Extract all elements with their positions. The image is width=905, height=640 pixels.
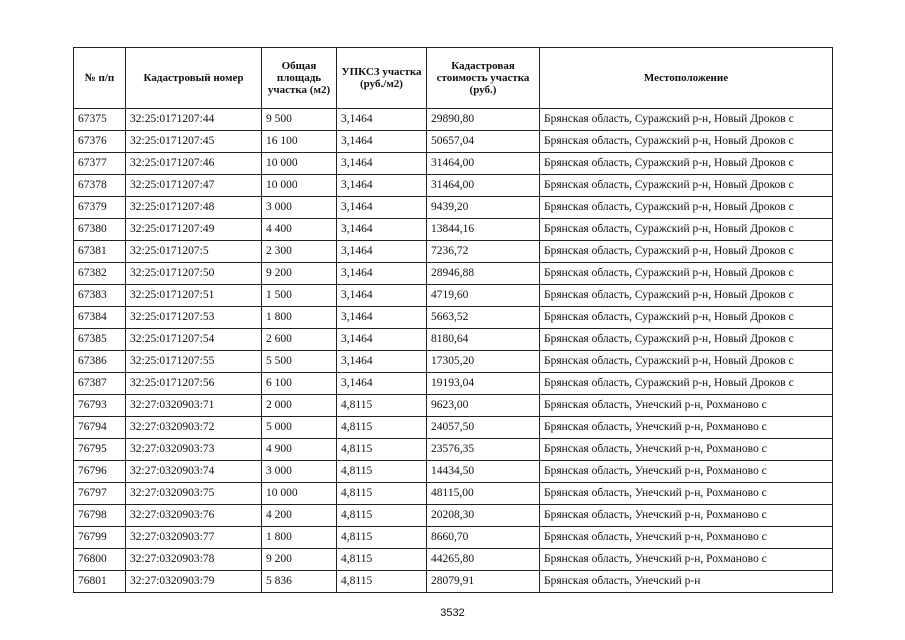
cell-upksz: 4,8115	[337, 439, 427, 461]
cell-upksz: 3,1464	[337, 197, 427, 219]
cell-location: Брянская область, Суражский р-н, Новый Дроков с	[540, 241, 833, 263]
header-location: Местоположение	[540, 48, 833, 109]
cell-cadastral-value: 50657,04	[427, 131, 540, 153]
cell-number: 67381	[74, 241, 126, 263]
cell-cadastral-number: 32:27:0320903:72	[126, 417, 262, 439]
cell-cadastral-number: 32:27:0320903:71	[126, 395, 262, 417]
cell-location: Брянская область, Унечский р-н	[540, 571, 833, 593]
cell-cadastral-value: 7236,72	[427, 241, 540, 263]
cell-cadastral-value: 20208,30	[427, 505, 540, 527]
cell-location: Брянская область, Унечский р-н, Рохманово с	[540, 483, 833, 505]
table-row	[74, 395, 833, 417]
cell-upksz: 3,1464	[337, 285, 427, 307]
cell-area: 4 400	[262, 219, 337, 241]
cell-cadastral-number: 32:25:0171207:54	[126, 329, 262, 351]
cell-upksz: 3,1464	[337, 263, 427, 285]
cell-cadastral-value: 4719,60	[427, 285, 540, 307]
cell-cadastral-value: 44265,80	[427, 549, 540, 571]
cell-cadastral-number: 32:27:0320903:79	[126, 571, 262, 593]
header-area: Общая площадь участка (м2)	[262, 48, 337, 109]
table-header	[74, 48, 833, 109]
cell-number: 67377	[74, 153, 126, 175]
cell-cadastral-value: 48115,00	[427, 483, 540, 505]
cell-number: 67382	[74, 263, 126, 285]
table-body	[74, 109, 833, 593]
cell-area: 5 000	[262, 417, 337, 439]
cell-upksz: 4,8115	[337, 505, 427, 527]
cell-upksz: 4,8115	[337, 549, 427, 571]
cell-location: Брянская область, Унечский р-н, Рохманово с	[540, 395, 833, 417]
cell-number: 76796	[74, 461, 126, 483]
table-row	[74, 329, 833, 351]
cell-location: Брянская область, Суражский р-н, Новый Дроков с	[540, 329, 833, 351]
cell-cadastral-number: 32:25:0171207:55	[126, 351, 262, 373]
cell-area: 1 800	[262, 527, 337, 549]
cell-location: Брянская область, Суражский р-н, Новый Дроков с	[540, 131, 833, 153]
cell-number: 67375	[74, 109, 126, 131]
cell-cadastral-value: 23576,35	[427, 439, 540, 461]
cell-upksz: 3,1464	[337, 175, 427, 197]
cell-cadastral-number: 32:25:0171207:45	[126, 131, 262, 153]
cell-location: Брянская область, Унечский р-н, Рохманово с	[540, 527, 833, 549]
cell-area: 2 000	[262, 395, 337, 417]
cell-number: 67385	[74, 329, 126, 351]
cell-cadastral-value: 14434,50	[427, 461, 540, 483]
page-number: 3532	[440, 607, 465, 619]
header-row	[74, 48, 833, 109]
cell-cadastral-number: 32:25:0171207:50	[126, 263, 262, 285]
cell-number: 76800	[74, 549, 126, 571]
cell-cadastral-value: 28946,88	[427, 263, 540, 285]
cell-cadastral-number: 32:25:0171207:47	[126, 175, 262, 197]
table-row	[74, 439, 833, 461]
table-row	[74, 241, 833, 263]
cell-cadastral-value: 8660,70	[427, 527, 540, 549]
cell-location: Брянская область, Суражский р-н, Новый Дроков с	[540, 285, 833, 307]
cell-cadastral-value: 29890,80	[427, 109, 540, 131]
cell-location: Брянская область, Суражский р-н, Новый Дроков с	[540, 153, 833, 175]
cell-cadastral-value: 8180,64	[427, 329, 540, 351]
cell-cadastral-number: 32:27:0320903:75	[126, 483, 262, 505]
table-row	[74, 505, 833, 527]
cell-area: 10 000	[262, 153, 337, 175]
cell-upksz: 3,1464	[337, 351, 427, 373]
cell-cadastral-value: 9439,20	[427, 197, 540, 219]
cell-location: Брянская область, Суражский р-н, Новый Дроков с	[540, 307, 833, 329]
cell-upksz: 4,8115	[337, 571, 427, 593]
cell-area: 6 100	[262, 373, 337, 395]
cell-location: Брянская область, Суражский р-н, Новый Дроков с	[540, 175, 833, 197]
cell-cadastral-number: 32:25:0171207:56	[126, 373, 262, 395]
cell-area: 4 200	[262, 505, 337, 527]
cell-number: 76801	[74, 571, 126, 593]
cell-number: 76795	[74, 439, 126, 461]
cell-location: Брянская область, Суражский р-н, Новый Дроков с	[540, 373, 833, 395]
table-row	[74, 131, 833, 153]
cell-number: 76798	[74, 505, 126, 527]
cell-area: 10 000	[262, 483, 337, 505]
cell-cadastral-number: 32:25:0171207:44	[126, 109, 262, 131]
header-upksz: УПКСЗ участка (руб./м2)	[337, 48, 427, 109]
cell-cadastral-value: 19193,04	[427, 373, 540, 395]
cell-cadastral-value: 9623,00	[427, 395, 540, 417]
table-row	[74, 285, 833, 307]
cell-cadastral-value: 31464,00	[427, 175, 540, 197]
cell-location: Брянская область, Суражский р-н, Новый Дроков с	[540, 351, 833, 373]
cell-number: 76794	[74, 417, 126, 439]
cell-location: Брянская область, Унечский р-н, Рохманово с	[540, 461, 833, 483]
table-row	[74, 197, 833, 219]
cell-number: 67376	[74, 131, 126, 153]
table-row	[74, 461, 833, 483]
cell-upksz: 4,8115	[337, 395, 427, 417]
cell-cadastral-value: 24057,50	[427, 417, 540, 439]
cell-area: 2 600	[262, 329, 337, 351]
cell-cadastral-number: 32:27:0320903:73	[126, 439, 262, 461]
cell-upksz: 4,8115	[337, 527, 427, 549]
cell-upksz: 4,8115	[337, 483, 427, 505]
cell-number: 67379	[74, 197, 126, 219]
cell-upksz: 3,1464	[337, 373, 427, 395]
cell-cadastral-value: 28079,91	[427, 571, 540, 593]
cell-cadastral-number: 32:27:0320903:77	[126, 527, 262, 549]
cell-area: 5 500	[262, 351, 337, 373]
cell-area: 4 900	[262, 439, 337, 461]
cell-cadastral-number: 32:25:0171207:48	[126, 197, 262, 219]
header-number: № п/п	[74, 48, 126, 109]
cell-upksz: 3,1464	[337, 307, 427, 329]
cell-number: 76793	[74, 395, 126, 417]
cell-cadastral-value: 13844,16	[427, 219, 540, 241]
table-row	[74, 527, 833, 549]
cell-cadastral-number: 32:27:0320903:74	[126, 461, 262, 483]
cell-cadastral-number: 32:25:0171207:51	[126, 285, 262, 307]
cell-cadastral-number: 32:25:0171207:5	[126, 241, 262, 263]
cell-upksz: 3,1464	[337, 109, 427, 131]
cell-upksz: 4,8115	[337, 417, 427, 439]
cell-area: 9 200	[262, 263, 337, 285]
table-row	[74, 571, 833, 593]
cell-number: 67384	[74, 307, 126, 329]
cell-location: Брянская область, Суражский р-н, Новый Дроков с	[540, 197, 833, 219]
cell-upksz: 4,8115	[337, 461, 427, 483]
cell-area: 9 200	[262, 549, 337, 571]
cell-upksz: 3,1464	[337, 131, 427, 153]
cell-number: 67380	[74, 219, 126, 241]
table-row	[74, 417, 833, 439]
table-row	[74, 351, 833, 373]
header-cadastral-number: Кадастровый номер	[126, 48, 262, 109]
cell-area: 16 100	[262, 131, 337, 153]
cell-cadastral-number: 32:27:0320903:76	[126, 505, 262, 527]
cell-upksz: 3,1464	[337, 241, 427, 263]
table-row	[74, 153, 833, 175]
cell-cadastral-value: 17305,20	[427, 351, 540, 373]
table-row	[74, 373, 833, 395]
table-row	[74, 263, 833, 285]
table-row	[74, 549, 833, 571]
cell-upksz: 3,1464	[337, 329, 427, 351]
cell-area: 3 000	[262, 197, 337, 219]
cell-area: 3 000	[262, 461, 337, 483]
cell-number: 67383	[74, 285, 126, 307]
cell-cadastral-number: 32:25:0171207:49	[126, 219, 262, 241]
cell-cadastral-number: 32:25:0171207:46	[126, 153, 262, 175]
cell-number: 76799	[74, 527, 126, 549]
cell-location: Брянская область, Суражский р-н, Новый Дроков с	[540, 109, 833, 131]
cell-location: Брянская область, Суражский р-н, Новый Дроков с	[540, 219, 833, 241]
cell-location: Брянская область, Унечский р-н, Рохманово с	[540, 505, 833, 527]
cell-cadastral-number: 32:27:0320903:78	[126, 549, 262, 571]
cell-cadastral-value: 5663,52	[427, 307, 540, 329]
cell-cadastral-value: 31464,00	[427, 153, 540, 175]
table-row	[74, 109, 833, 131]
cell-number: 76797	[74, 483, 126, 505]
cadastral-table	[73, 47, 833, 593]
cell-upksz: 3,1464	[337, 219, 427, 241]
cell-area: 9 500	[262, 109, 337, 131]
cell-location: Брянская область, Унечский р-н, Рохманово с	[540, 439, 833, 461]
cell-number: 67387	[74, 373, 126, 395]
table-row	[74, 307, 833, 329]
table-row	[74, 483, 833, 505]
cell-number: 67386	[74, 351, 126, 373]
cell-area: 2 300	[262, 241, 337, 263]
cell-area: 1 800	[262, 307, 337, 329]
cell-upksz: 3,1464	[337, 153, 427, 175]
cell-area: 1 500	[262, 285, 337, 307]
cell-number: 67378	[74, 175, 126, 197]
table-row	[74, 219, 833, 241]
cell-area: 10 000	[262, 175, 337, 197]
cell-location: Брянская область, Суражский р-н, Новый Дроков с	[540, 263, 833, 285]
cell-location: Брянская область, Унечский р-н, Рохманово с	[540, 549, 833, 571]
cell-area: 5 836	[262, 571, 337, 593]
header-cadastral-value: Кадастровая стоимость участка (руб.)	[427, 48, 540, 109]
cell-cadastral-number: 32:25:0171207:53	[126, 307, 262, 329]
table-row	[74, 175, 833, 197]
cell-location: Брянская область, Унечский р-н, Рохманово с	[540, 417, 833, 439]
